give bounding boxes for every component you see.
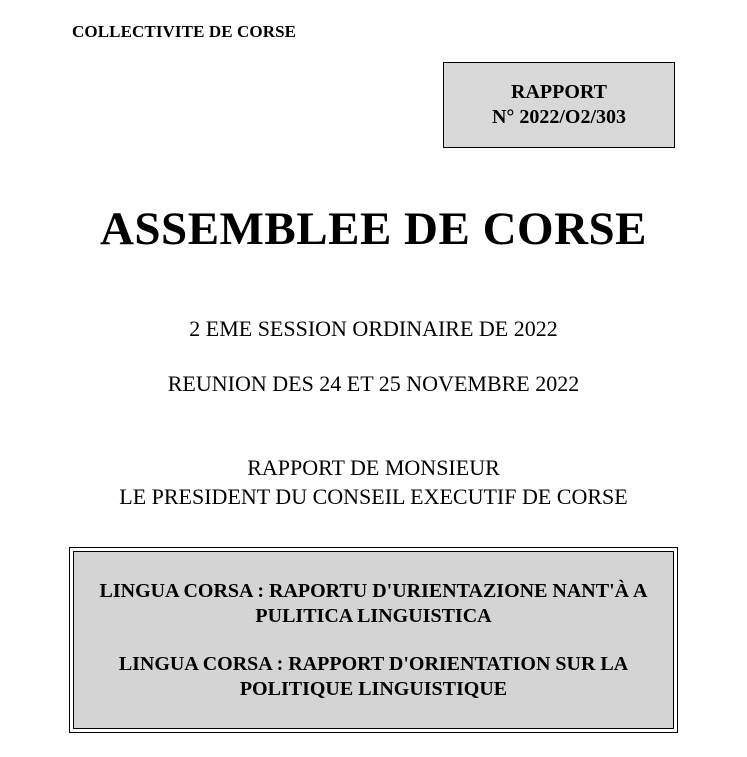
report-number-box	[443, 62, 675, 148]
report-label: RAPPORT	[511, 81, 607, 103]
rapporteur-line-2: LE PRESIDENT DU CONSEIL EXECUTIF DE CORSE	[119, 484, 628, 509]
subject-box	[69, 547, 678, 733]
meeting-dates-line: REUNION DES 24 ET 25 NOVEMBRE 2022	[167, 371, 580, 396]
session-line: 2 EME SESSION ORDINAIRE DE 2022	[189, 316, 558, 341]
rapporteur-line-1: RAPPORT DE MONSIEUR	[247, 455, 500, 480]
subject-french-line-2: POLITIQUE LINGUISTIQUE	[239, 677, 508, 700]
document-title: ASSEMBLEE DE CORSE	[99, 203, 648, 255]
subject-french	[79, 652, 669, 702]
subject-corsican-line-1: LINGUA CORSA : RAPORTU D'URIENTAZIONE NANT'À A	[99, 579, 648, 602]
organization-name: COLLECTIVITE DE CORSE	[72, 22, 297, 41]
report-number: N° 2022/O2/303	[491, 106, 627, 128]
subject-corsican	[79, 579, 669, 629]
subject-corsican-line-2: PULITICA LINGUISTICA	[255, 604, 492, 627]
subject-french-line-1: LINGUA CORSA : RAPPORT D'ORIENTATION SUR LA	[118, 652, 629, 675]
subject-box-inner	[73, 551, 674, 729]
